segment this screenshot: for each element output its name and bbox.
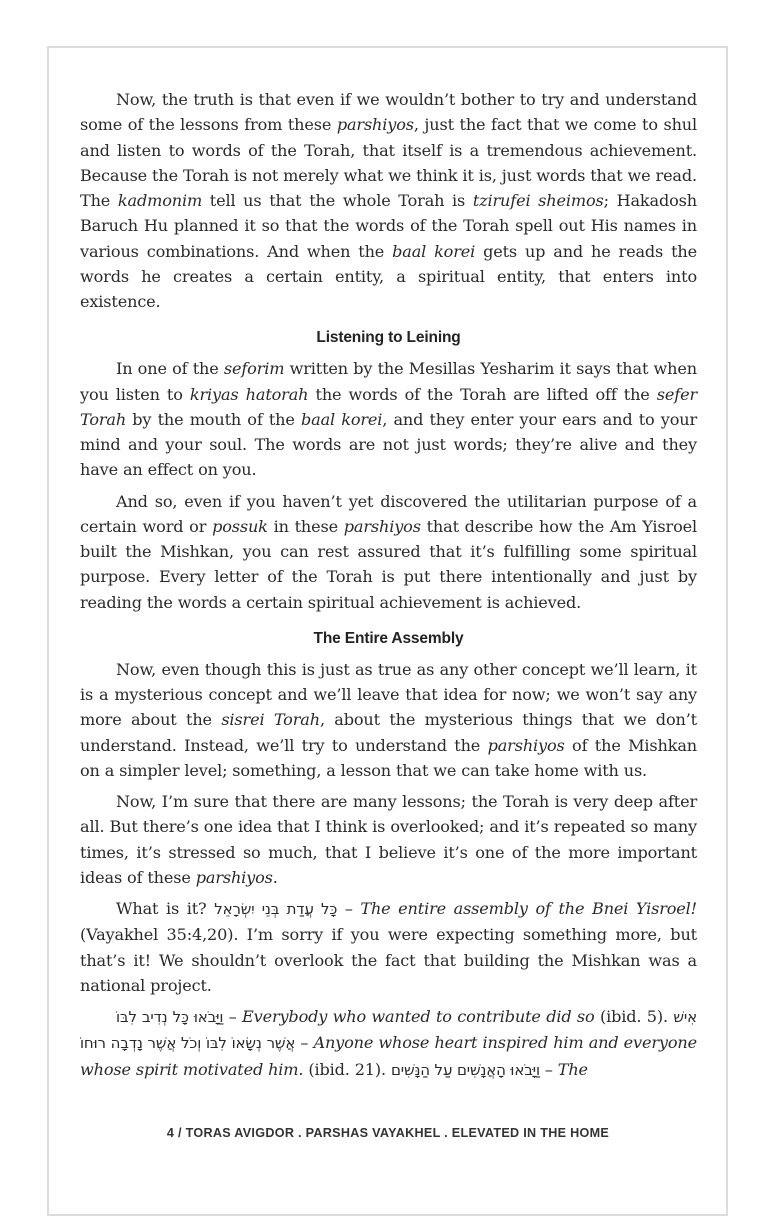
text: , just the fact that we come to shul and listen to words of the Torah, that itself is a tremendous achievement. Because the Torah is not merely what we think it is, just words that we read. The (80, 115, 697, 210)
section-heading (80, 628, 697, 650)
text: (Vayakhel 35:4,20). I’m sorry if you were expecting something more, but that’s it! We shouldn’t overlook the fact that building the Mishkan was a national project. (80, 925, 697, 995)
hebrew-quote: וַיָּבֹאוּ כָּל נְדִיב לִבּוֹ (116, 1008, 224, 1026)
italic-text: sisrei Torah (221, 710, 320, 730)
paragraph (80, 87, 697, 314)
paragraph (80, 1004, 697, 1083)
body-text (80, 87, 697, 1089)
text: the words of the Torah are lifted off the (308, 384, 657, 404)
text: – (295, 1033, 314, 1053)
italic-text: parshiyos (343, 516, 421, 536)
italic-text: baal korei (392, 241, 476, 261)
text: What is it? (116, 899, 215, 918)
text: by the mouth of the (126, 409, 301, 429)
text: written by the Mesillas Yesharim it says that when you listen to (80, 359, 697, 404)
text: . (272, 867, 278, 887)
italic-text: sefer Torah (80, 384, 698, 429)
hebrew-quote: כָּל עֲדַת בְּנֵי יִשְׂרָאֵל (214, 900, 338, 918)
italic-text: Anyone whose heart inspired him and everyone whose spirit motivated him. (80, 1033, 697, 1079)
page-footer: 4 / TORAS AVIGDOR . PARSHAS VAYAKHEL . ELEVATED IN THE HOME (166, 1126, 610, 1140)
italic-text: parshiyos (195, 867, 273, 887)
text: , about the mysterious things that we don’t understand. Instead, we’ll try to understand the (80, 710, 697, 755)
hebrew-quote: וַיָּבֹאוּ הָאֲנָשִׁים עַל הַנָּשִׁים (390, 1060, 540, 1079)
italic-text: kadmonim (117, 191, 203, 210)
paragraph (80, 789, 697, 890)
italic-text: parshiyos (487, 735, 565, 755)
italic-text: The (557, 1059, 588, 1079)
hebrew-quote: אִישׁ אֲשֶׁר נְשָׂאוֹ לִבּוֹ וְכֹל אֲשֶׁר נָדְבָה רוּחוֹ (80, 1008, 697, 1053)
paragraph (80, 896, 697, 998)
text: in these (267, 516, 344, 536)
section-heading (80, 327, 697, 349)
text: And so, even if you haven’t yet discovered the utilitarian purpose of a certain word or (80, 491, 697, 536)
text: , and they enter your ears and to your mind and your soul. The words are not just words; they’re alive and they have an effect on you. (80, 409, 698, 480)
italic-text: possuk (212, 516, 268, 536)
text: Now, the truth is that even if we wouldn’t bother to try and understand some of the lessons from these (80, 90, 697, 135)
text: In one of the (116, 359, 224, 379)
text: – (223, 1007, 243, 1026)
text: of the Mishkan on a simpler level; something, a lesson that we can take home with us. (80, 735, 698, 780)
text: (ibid. 5). (594, 1007, 674, 1026)
text: The Entire Assembly (313, 629, 464, 647)
text: tell us that the whole Torah is (202, 191, 473, 210)
italic-text: kriyas hatorah (189, 384, 309, 404)
text: – (337, 899, 361, 918)
text: Now, I’m sure that there are many lessons; the Torah is very deep after all. But there’s one idea that I think is overlooked; and it’s repeated so many times, it’s stressed so much, that I believe it’s one of the more important ideas of these (80, 792, 697, 887)
text: Listening to Leining (316, 329, 461, 347)
paragraph (80, 356, 697, 482)
italic-text: baal korei (300, 409, 383, 429)
text: gets up and he reads the words he creates a certain entity, a spiritual entity, that enters into existence. (80, 241, 697, 311)
text: that describe how the Am Yisroel built the Mishkan, you can rest assured that it’s fulfilling some spiritual purpose. Every letter of the Torah is put there intentionally and just by reading the words a certain spiritual achievement is achieved. (80, 516, 697, 612)
text: – (539, 1059, 558, 1079)
italic-text: tzirufei sheimos (472, 191, 604, 210)
text: Now, even though this is just as true as any other concept we’ll learn, it is a mysterious concept and we’ll leave that idea for now; we won’t say any more about the (80, 659, 697, 730)
italic-text: seforim (223, 359, 285, 379)
text: ; Hakadosh Baruch Hu planned it so that the words of the Torah spell out His names in various combinations. And when the (80, 191, 697, 261)
paragraph (80, 489, 697, 615)
italic-text: Everybody who wanted to contribute did so (242, 1007, 595, 1026)
italic-text: The entire assembly of the Bnei Yisroel! (360, 899, 697, 918)
text: (ibid. 21). (303, 1059, 391, 1079)
paragraph (80, 657, 697, 783)
italic-text: parshiyos (336, 115, 414, 135)
